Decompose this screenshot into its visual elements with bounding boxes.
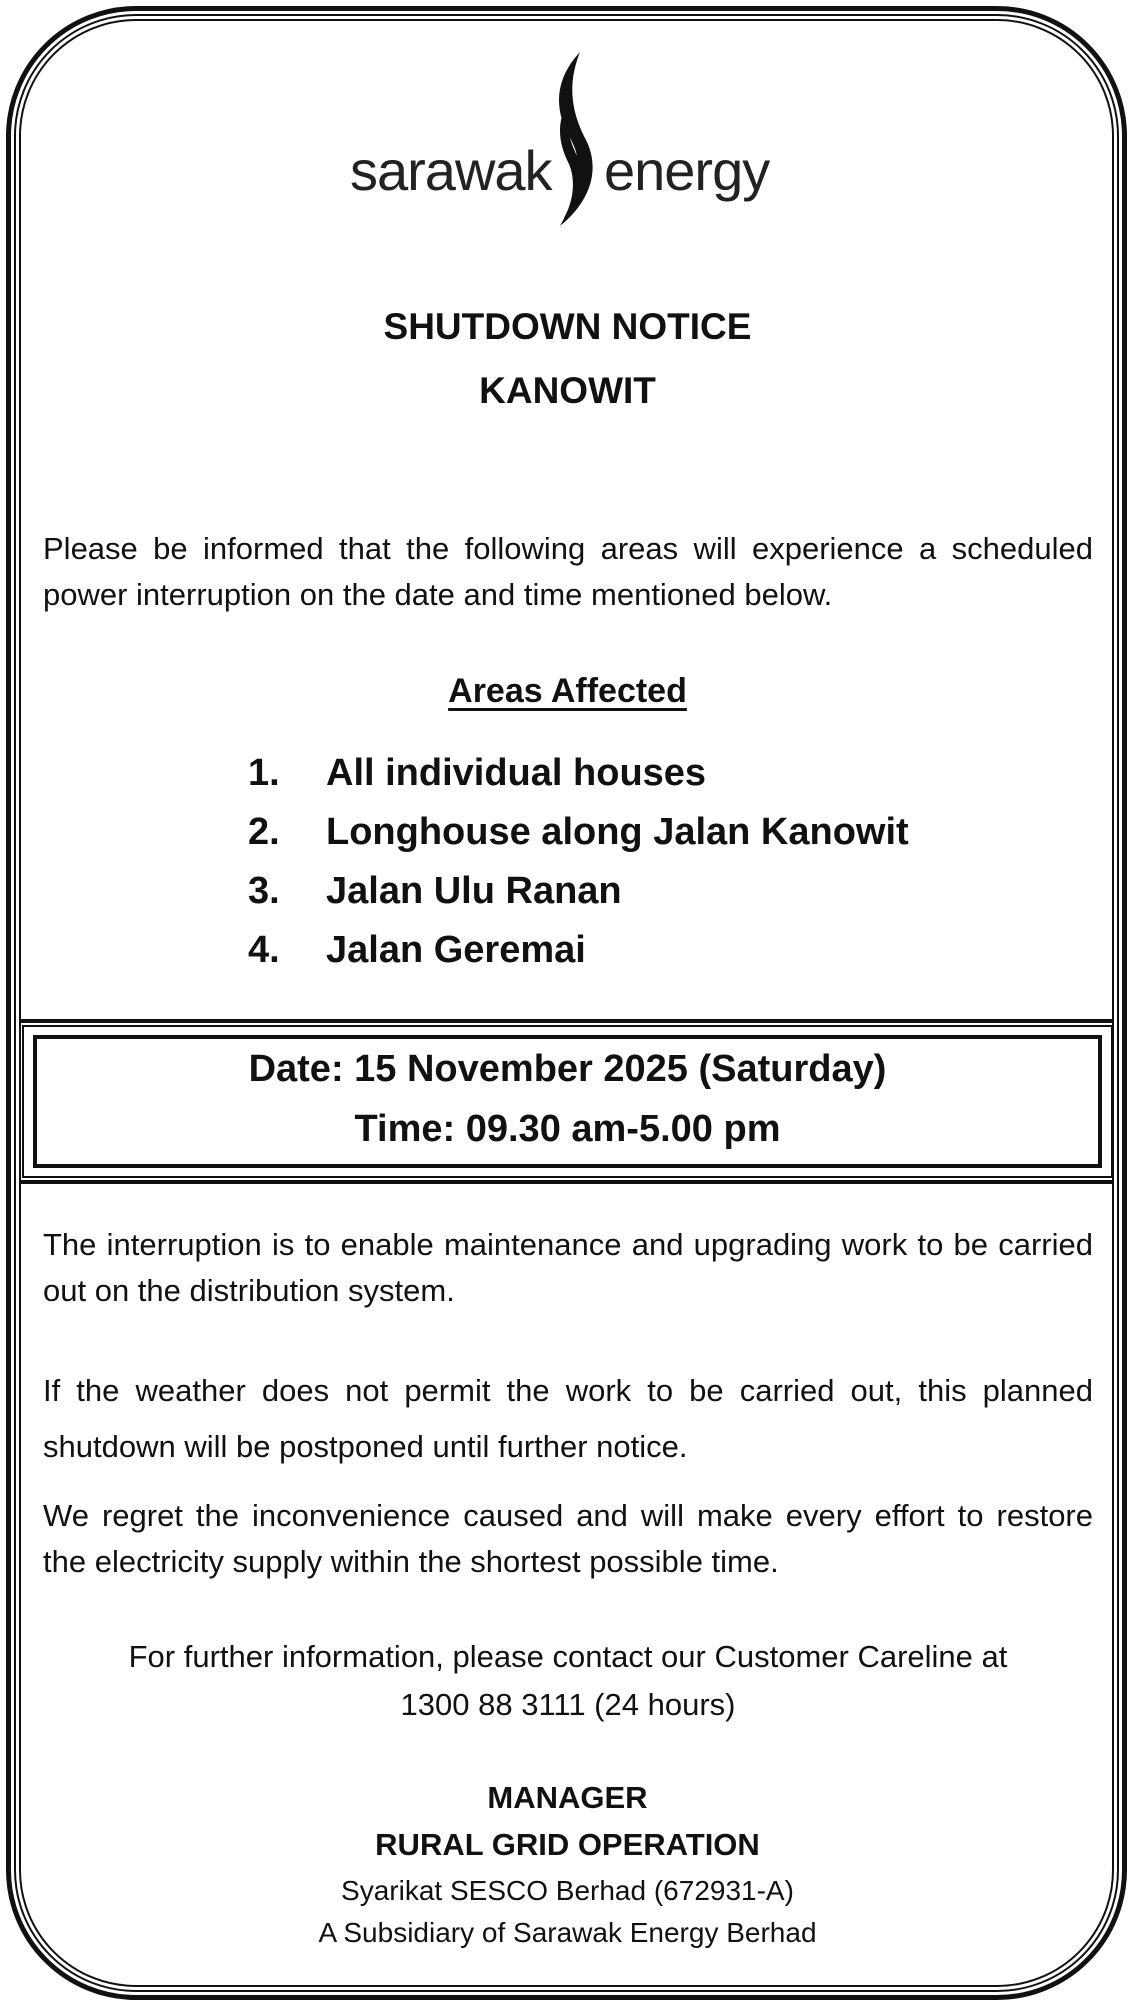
list-item	[248, 870, 909, 929]
intro-paragraph: Please be informed that the following areas will experience a scheduled power interruption on the date and time mentioned below.	[43, 531, 1093, 612]
areas-heading: Areas Affected	[448, 672, 687, 710]
contact-line-1: For further information, please contact our Customer Careline at	[128, 1639, 1008, 1674]
list-item-label: All individual houses	[326, 752, 707, 794]
list-item-number: 1.	[248, 752, 280, 794]
weather-paragraph: If the weather does not permit the work to be carried out, this planned shutdown will be postponed until further notice.	[43, 1373, 1093, 1464]
list-item	[248, 929, 909, 988]
list-item-label: Jalan Ulu Ranan	[326, 870, 622, 912]
notice-title: SHUTDOWN NOTICE	[383, 306, 752, 347]
contact-line-2: 1300 88 3111 (24 hours)	[400, 1687, 736, 1722]
apology-paragraph: We regret the inconvenience caused and will make every effort to restore the electricity supply within the shortest possible time.	[43, 1498, 1093, 1579]
areas-list	[248, 752, 909, 988]
list-item-number: 3.	[248, 870, 280, 912]
notice-location: KANOWIT	[479, 370, 656, 411]
reason-paragraph: The interruption is to enable maintenance and upgrading work to be carried out on the distribution system.	[43, 1227, 1093, 1308]
list-item	[248, 811, 909, 870]
sarawak-energy-logo	[350, 50, 790, 240]
schedule-date: Date: 15 November 2025 (Saturday)	[248, 1048, 887, 1090]
list-item-number: 2.	[248, 811, 280, 853]
flame-icon	[540, 50, 610, 240]
signature-role: MANAGER	[487, 1780, 648, 1815]
signature-parent-company: A Subsidiary of Sarawak Energy Berhad	[318, 1917, 817, 1948]
list-item-label: Longhouse along Jalan Kanowit	[326, 811, 909, 853]
signature-company: Syarikat SESCO Berhad (672931-A)	[341, 1875, 794, 1906]
schedule-time: Time: 09.30 am-5.00 pm	[354, 1108, 781, 1150]
list-item-label: Jalan Geremai	[326, 929, 586, 971]
signature-department: RURAL GRID OPERATION	[375, 1827, 760, 1862]
list-item	[248, 752, 909, 811]
logo-word-energy: energy	[604, 139, 770, 202]
logo-word-sarawak: sarawak	[350, 139, 552, 202]
list-item-number: 4.	[248, 929, 280, 971]
